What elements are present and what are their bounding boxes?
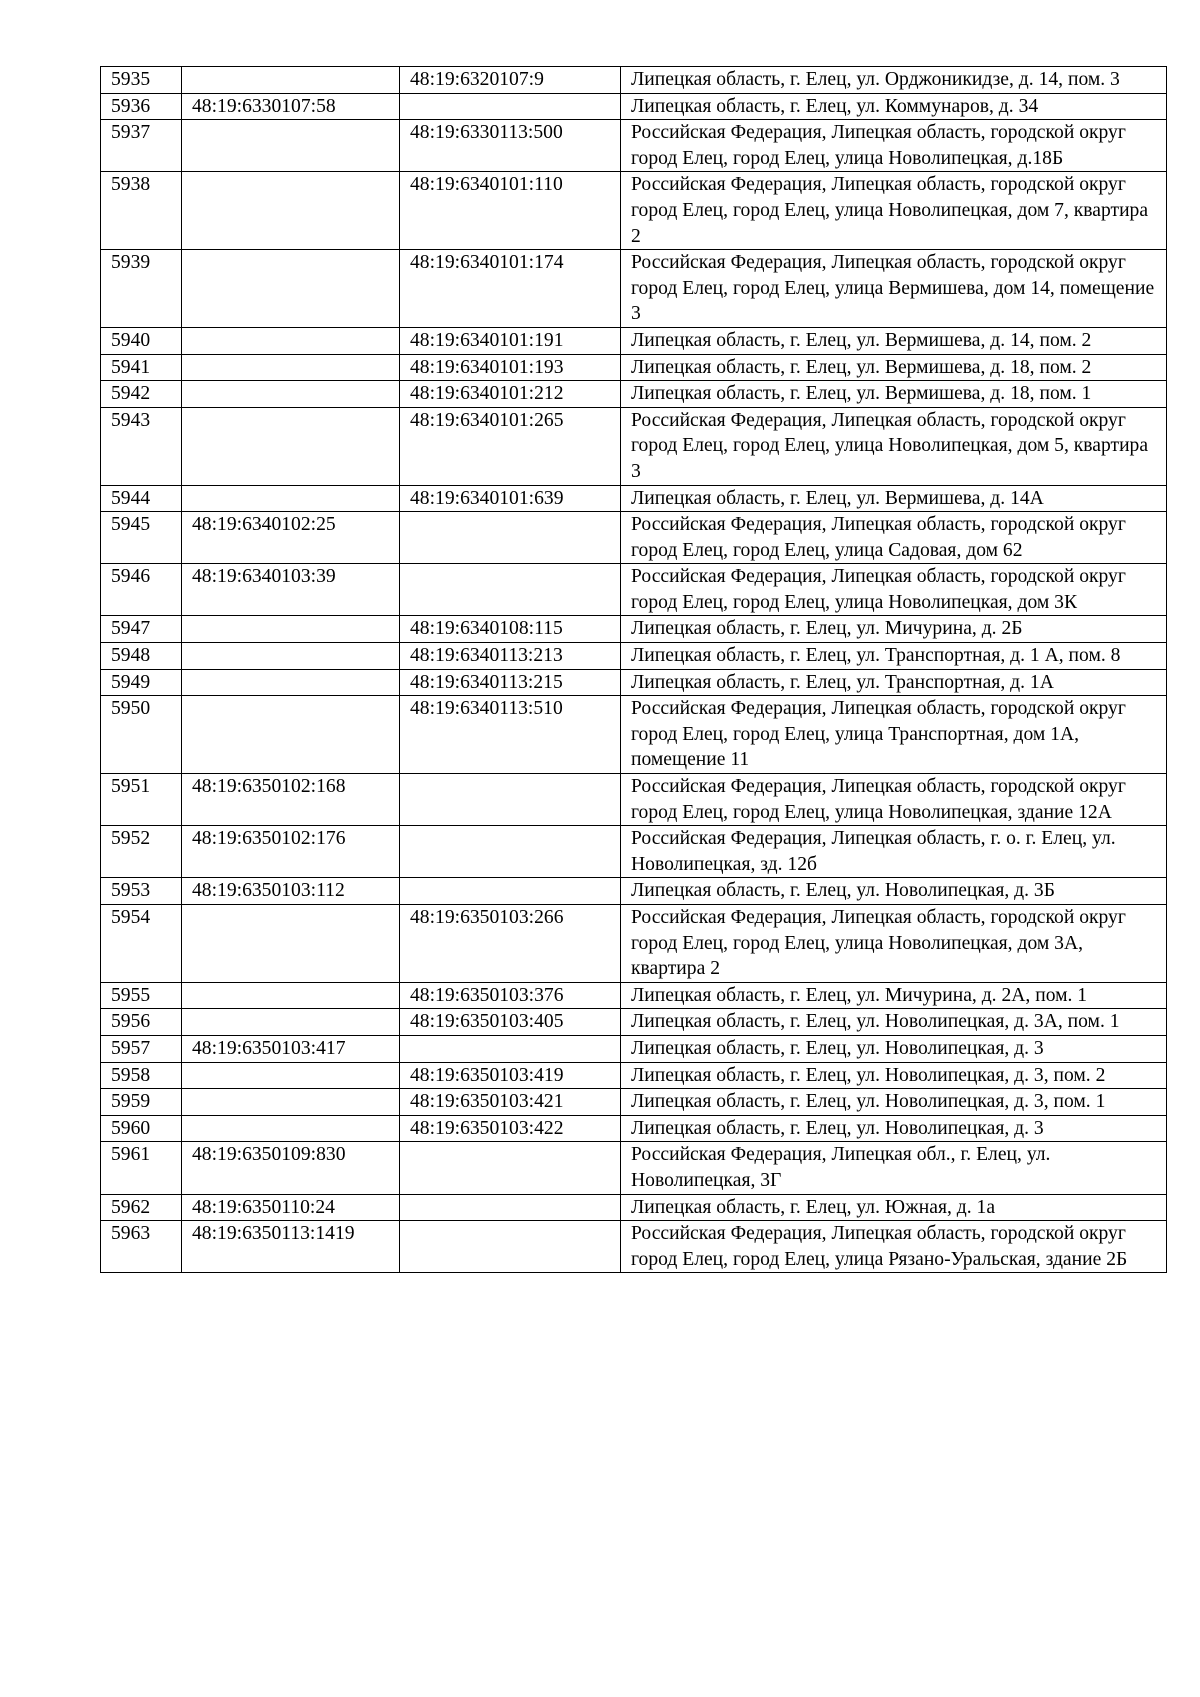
land-cadastral-number-cell [182, 982, 400, 1009]
land-cadastral-number-cell [182, 1115, 400, 1142]
land-cadastral-number-cell [182, 1062, 400, 1089]
document-page [100, 66, 1166, 1273]
row-number-cell: 5944 [101, 485, 182, 512]
address-cell: Липецкая область, г. Елец, ул. Южная, д. 1а [621, 1194, 1167, 1221]
object-cadastral-number-cell: 48:19:6340108:115 [400, 616, 621, 643]
address-cell: Липецкая область, г. Елец, ул. Новолипецкая, д. 3А, пом. 1 [621, 1009, 1167, 1036]
land-cadastral-number-cell [182, 327, 400, 354]
row-number-cell: 5958 [101, 1062, 182, 1089]
table-row [101, 669, 1167, 696]
address-cell: Липецкая область, г. Елец, ул. Вермишева, д. 14, пом. 2 [621, 327, 1167, 354]
object-cadastral-number-cell: 48:19:6340101:174 [400, 250, 621, 328]
table-row [101, 643, 1167, 670]
land-cadastral-number-cell: 48:19:6350102:176 [182, 826, 400, 878]
object-cadastral-number-cell [400, 1194, 621, 1221]
row-number-cell: 5960 [101, 1115, 182, 1142]
object-cadastral-number-cell: 48:19:6350103:422 [400, 1115, 621, 1142]
table-row [101, 120, 1167, 172]
land-cadastral-number-cell [182, 1009, 400, 1036]
table-row [101, 1194, 1167, 1221]
address-cell: Липецкая область, г. Елец, ул. Транспортная, д. 1А [621, 669, 1167, 696]
object-cadastral-number-cell [400, 774, 621, 826]
row-number-cell: 5961 [101, 1142, 182, 1194]
address-cell: Липецкая область, г. Елец, ул. Новолипецкая, д. 3Б [621, 878, 1167, 905]
table-row [101, 696, 1167, 774]
land-cadastral-number-cell [182, 669, 400, 696]
table-row [101, 93, 1167, 120]
table-row [101, 1062, 1167, 1089]
table-row [101, 1115, 1167, 1142]
row-number-cell: 5963 [101, 1221, 182, 1273]
table-row [101, 878, 1167, 905]
row-number-cell: 5936 [101, 93, 182, 120]
object-cadastral-number-cell [400, 93, 621, 120]
registry-table [100, 66, 1167, 1273]
land-cadastral-number-cell: 48:19:6330107:58 [182, 93, 400, 120]
row-number-cell: 5954 [101, 905, 182, 983]
row-number-cell: 5946 [101, 564, 182, 616]
object-cadastral-number-cell: 48:19:6340101:110 [400, 172, 621, 250]
row-number-cell: 5940 [101, 327, 182, 354]
table-row [101, 327, 1167, 354]
row-number-cell: 5962 [101, 1194, 182, 1221]
object-cadastral-number-cell: 48:19:6340101:265 [400, 407, 621, 485]
address-cell: Российская Федерация, Липецкая область, городской округ город Елец, город Елец, улица Новолипецкая, дом 7, квартира 2 [621, 172, 1167, 250]
land-cadastral-number-cell [182, 905, 400, 983]
table-row [101, 1221, 1167, 1273]
row-number-cell: 5951 [101, 774, 182, 826]
land-cadastral-number-cell [182, 120, 400, 172]
row-number-cell: 5950 [101, 696, 182, 774]
table-row [101, 485, 1167, 512]
object-cadastral-number-cell [400, 1221, 621, 1273]
table-row [101, 1089, 1167, 1116]
row-number-cell: 5939 [101, 250, 182, 328]
object-cadastral-number-cell: 48:19:6350103:419 [400, 1062, 621, 1089]
object-cadastral-number-cell: 48:19:6350103:405 [400, 1009, 621, 1036]
object-cadastral-number-cell: 48:19:6350103:266 [400, 905, 621, 983]
object-cadastral-number-cell: 48:19:6340101:193 [400, 354, 621, 381]
address-cell: Российская Федерация, Липецкая область, городской округ город Елец, город Елец, улица Рязано-Уральская, здание 2Б [621, 1221, 1167, 1273]
row-number-cell: 5952 [101, 826, 182, 878]
land-cadastral-number-cell [182, 381, 400, 408]
object-cadastral-number-cell: 48:19:6340113:215 [400, 669, 621, 696]
land-cadastral-number-cell [182, 643, 400, 670]
address-cell: Российская Федерация, Липецкая обл., г. Елец, ул. Новолипецкая, 3Г [621, 1142, 1167, 1194]
address-cell: Липецкая область, г. Елец, ул. Вермишева, д. 18, пом. 1 [621, 381, 1167, 408]
table-row [101, 407, 1167, 485]
object-cadastral-number-cell: 48:19:6340113:510 [400, 696, 621, 774]
row-number-cell: 5959 [101, 1089, 182, 1116]
table-row [101, 512, 1167, 564]
table-row [101, 905, 1167, 983]
object-cadastral-number-cell [400, 512, 621, 564]
land-cadastral-number-cell [182, 250, 400, 328]
object-cadastral-number-cell [400, 564, 621, 616]
address-cell: Российская Федерация, Липецкая область, городской округ город Елец, город Елец, улица Новолипецкая, здание 12А [621, 774, 1167, 826]
row-number-cell: 5943 [101, 407, 182, 485]
address-cell: Липецкая область, г. Елец, ул. Вермишева, д. 18, пом. 2 [621, 354, 1167, 381]
land-cadastral-number-cell: 48:19:6340103:39 [182, 564, 400, 616]
row-number-cell: 5941 [101, 354, 182, 381]
land-cadastral-number-cell [182, 172, 400, 250]
address-cell: Липецкая область, г. Елец, ул. Новолипецкая, д. 3 [621, 1035, 1167, 1062]
land-cadastral-number-cell: 48:19:6350113:1419 [182, 1221, 400, 1273]
address-cell: Российская Федерация, Липецкая область, городской округ город Елец, город Елец, улица Новолипецкая, дом 3А, квартира 2 [621, 905, 1167, 983]
address-cell: Российская Федерация, Липецкая область, городской округ город Елец, город Елец, улица Новолипецкая, дом 3К [621, 564, 1167, 616]
address-cell: Липецкая область, г. Елец, ул. Новолипецкая, д. 3, пом. 2 [621, 1062, 1167, 1089]
object-cadastral-number-cell: 48:19:6350103:421 [400, 1089, 621, 1116]
address-cell: Российская Федерация, Липецкая область, городской округ город Елец, город Елец, улица Новолипецкая, дом 5, квартира 3 [621, 407, 1167, 485]
address-cell: Российская Федерация, Липецкая область, городской округ город Елец, город Елец, улица Новолипецкая, д.18Б [621, 120, 1167, 172]
object-cadastral-number-cell: 48:19:6340101:212 [400, 381, 621, 408]
table-row [101, 1035, 1167, 1062]
row-number-cell: 5953 [101, 878, 182, 905]
address-cell: Липецкая область, г. Елец, ул. Коммунаров, д. 34 [621, 93, 1167, 120]
registry-table-body [101, 67, 1167, 1273]
row-number-cell: 5947 [101, 616, 182, 643]
address-cell: Липецкая область, г. Елец, ул. Новолипецкая, д. 3 [621, 1115, 1167, 1142]
object-cadastral-number-cell: 48:19:6340101:191 [400, 327, 621, 354]
row-number-cell: 5942 [101, 381, 182, 408]
address-cell: Липецкая область, г. Елец, ул. Мичурина, д. 2А, пом. 1 [621, 982, 1167, 1009]
land-cadastral-number-cell: 48:19:6350103:112 [182, 878, 400, 905]
table-row [101, 564, 1167, 616]
address-cell: Липецкая область, г. Елец, ул. Вермишева, д. 14А [621, 485, 1167, 512]
land-cadastral-number-cell: 48:19:6350109:830 [182, 1142, 400, 1194]
land-cadastral-number-cell [182, 485, 400, 512]
object-cadastral-number-cell: 48:19:6350103:376 [400, 982, 621, 1009]
table-row [101, 1142, 1167, 1194]
object-cadastral-number-cell: 48:19:6320107:9 [400, 67, 621, 94]
table-row [101, 381, 1167, 408]
address-cell: Российская Федерация, Липецкая область, городской округ город Елец, город Елец, улица Вермишева, дом 14, помещение 3 [621, 250, 1167, 328]
table-row [101, 1009, 1167, 1036]
land-cadastral-number-cell: 48:19:6340102:25 [182, 512, 400, 564]
table-row [101, 67, 1167, 94]
land-cadastral-number-cell [182, 407, 400, 485]
address-cell: Липецкая область, г. Елец, ул. Транспортная, д. 1 А, пом. 8 [621, 643, 1167, 670]
object-cadastral-number-cell [400, 1035, 621, 1062]
address-cell: Российская Федерация, Липецкая область, городской округ город Елец, город Елец, улица Транспортная, дом 1А, помещение 11 [621, 696, 1167, 774]
table-row [101, 826, 1167, 878]
table-row [101, 982, 1167, 1009]
address-cell: Липецкая область, г. Елец, ул. Мичурина, д. 2Б [621, 616, 1167, 643]
land-cadastral-number-cell [182, 616, 400, 643]
row-number-cell: 5935 [101, 67, 182, 94]
object-cadastral-number-cell [400, 878, 621, 905]
land-cadastral-number-cell: 48:19:6350102:168 [182, 774, 400, 826]
table-row [101, 250, 1167, 328]
row-number-cell: 5945 [101, 512, 182, 564]
address-cell: Липецкая область, г. Елец, ул. Орджоникидзе, д. 14, пом. 3 [621, 67, 1167, 94]
table-row [101, 172, 1167, 250]
row-number-cell: 5948 [101, 643, 182, 670]
row-number-cell: 5937 [101, 120, 182, 172]
land-cadastral-number-cell [182, 354, 400, 381]
address-cell: Российская Федерация, Липецкая область, г. о. г. Елец, ул. Новолипецкая, зд. 12б [621, 826, 1167, 878]
object-cadastral-number-cell: 48:19:6340113:213 [400, 643, 621, 670]
row-number-cell: 5949 [101, 669, 182, 696]
row-number-cell: 5938 [101, 172, 182, 250]
land-cadastral-number-cell [182, 1089, 400, 1116]
table-row [101, 616, 1167, 643]
land-cadastral-number-cell: 48:19:6350103:417 [182, 1035, 400, 1062]
row-number-cell: 5957 [101, 1035, 182, 1062]
land-cadastral-number-cell [182, 67, 400, 94]
table-row [101, 354, 1167, 381]
row-number-cell: 5955 [101, 982, 182, 1009]
table-row [101, 774, 1167, 826]
land-cadastral-number-cell [182, 696, 400, 774]
address-cell: Российская Федерация, Липецкая область, городской округ город Елец, город Елец, улица Садовая, дом 62 [621, 512, 1167, 564]
row-number-cell: 5956 [101, 1009, 182, 1036]
object-cadastral-number-cell: 48:19:6330113:500 [400, 120, 621, 172]
object-cadastral-number-cell [400, 1142, 621, 1194]
address-cell: Липецкая область, г. Елец, ул. Новолипецкая, д. 3, пом. 1 [621, 1089, 1167, 1116]
object-cadastral-number-cell [400, 826, 621, 878]
land-cadastral-number-cell: 48:19:6350110:24 [182, 1194, 400, 1221]
object-cadastral-number-cell: 48:19:6340101:639 [400, 485, 621, 512]
